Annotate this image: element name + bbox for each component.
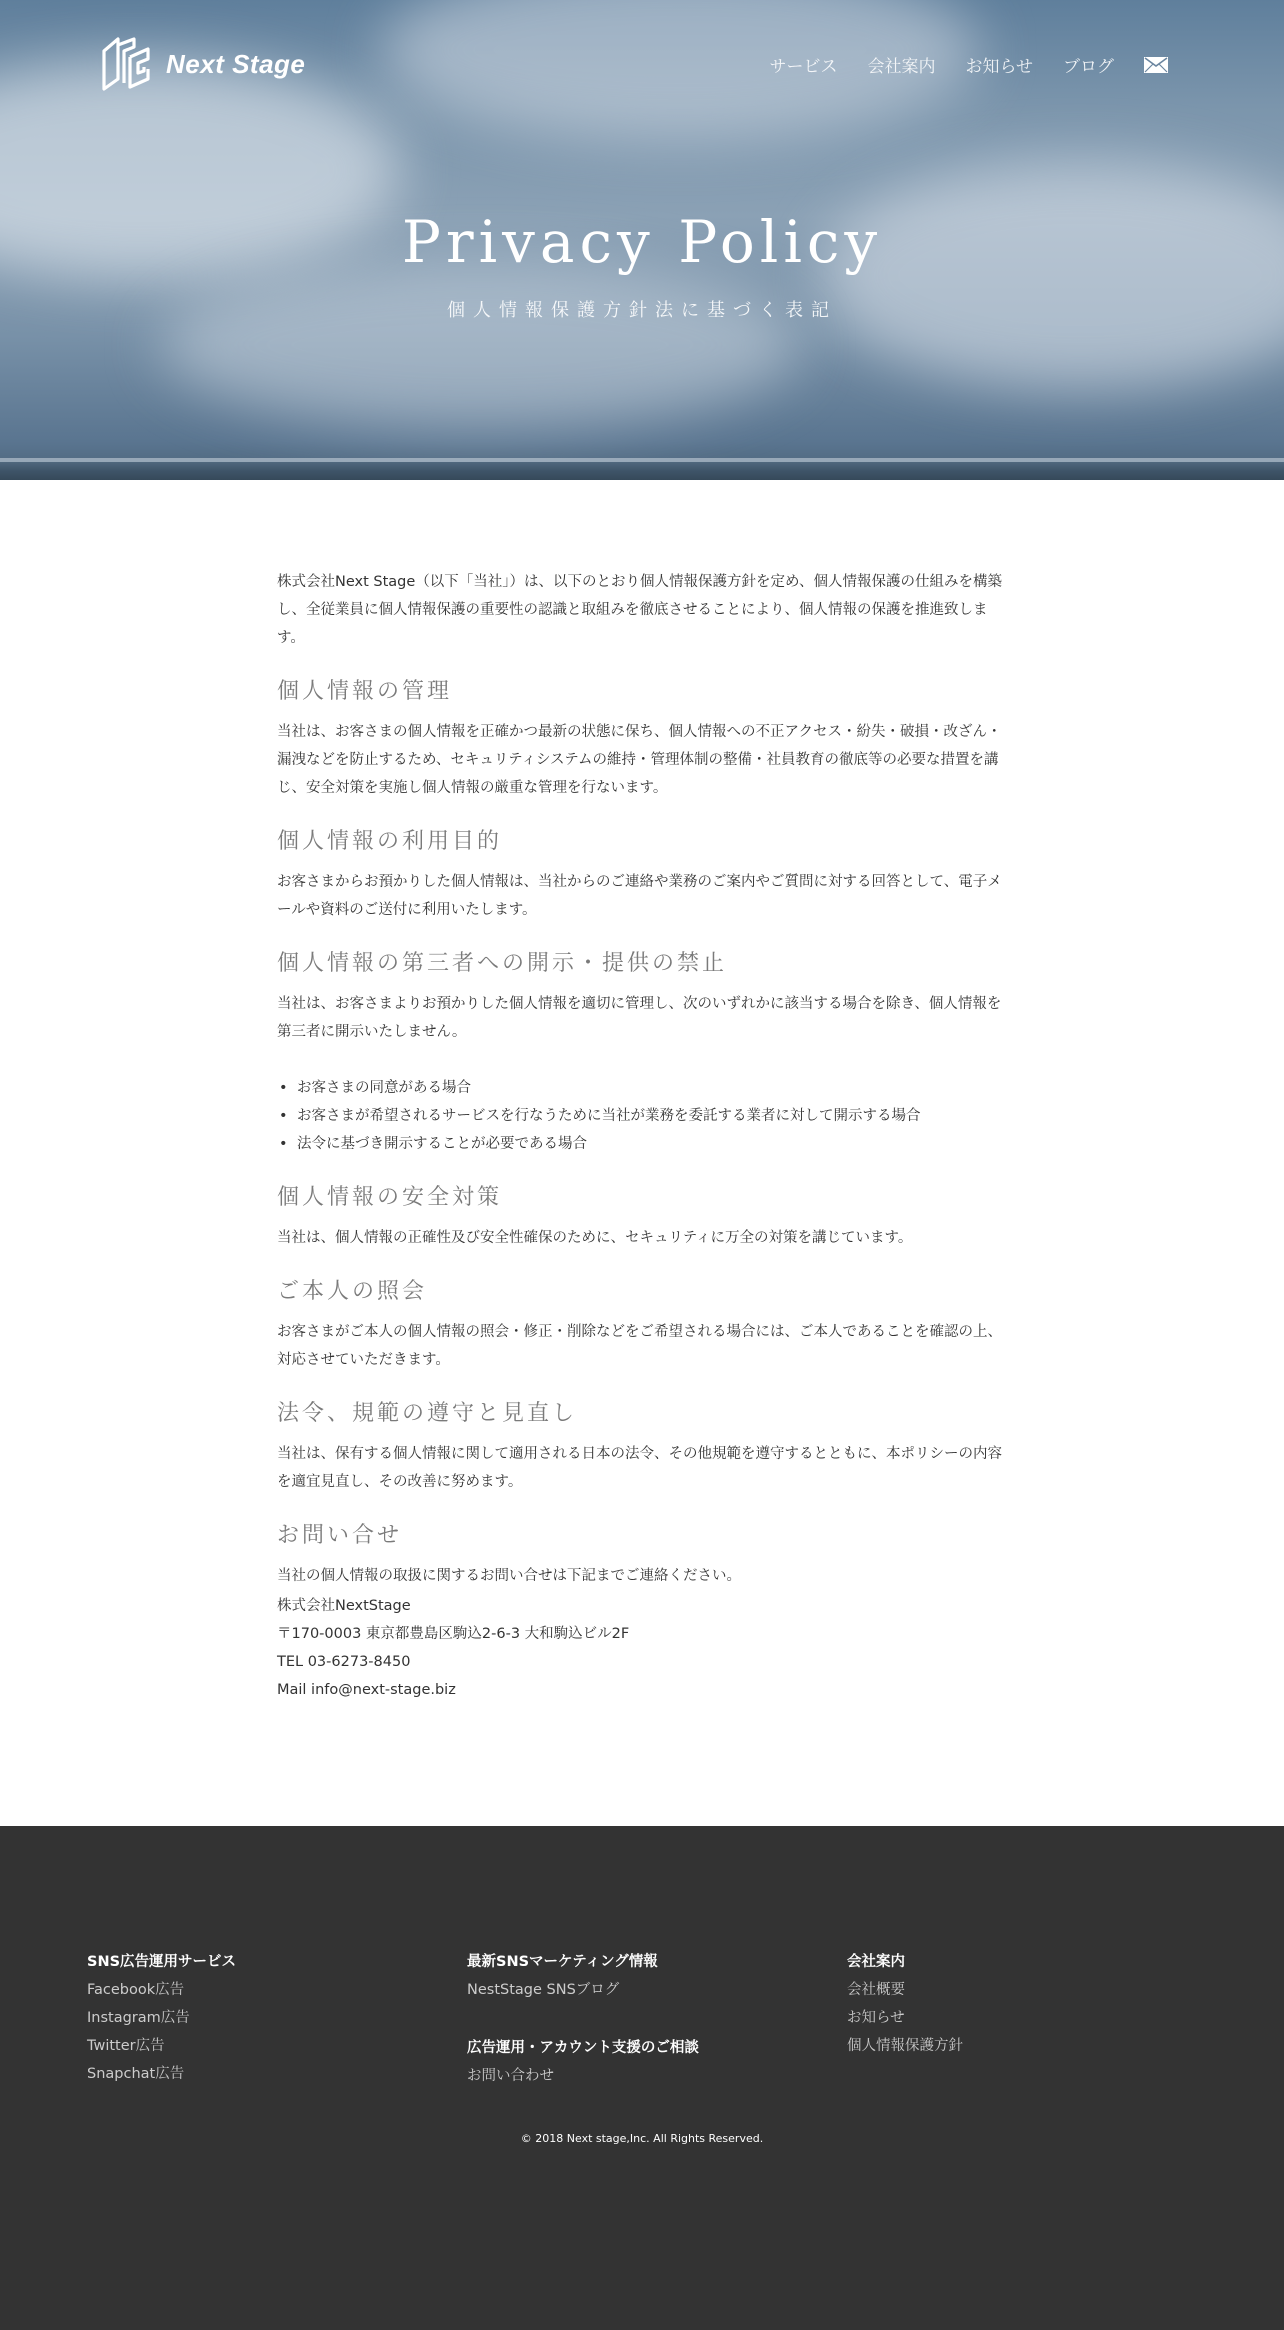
copyright: © 2018 Next stage,Inc. All Rights Reserved. [520, 2132, 764, 2145]
sea [0, 462, 1284, 480]
nav-item-blog[interactable]: ブログ [1063, 57, 1114, 77]
section-heading: 個人情報の第三者への開示・提供の禁止 [277, 951, 728, 976]
section-body: お客さまからお預かりした個人情報は、当社からのご連絡や業務のご案内やご質問に対する回答として、電子メールや資料のご送付に利用いたします。 [277, 874, 1002, 918]
contact-info [277, 1592, 1007, 1704]
section-heading: ご本人の照会 [277, 1279, 428, 1304]
footer-col-title: 最新SNSマーケティング情報 [467, 1954, 658, 1970]
footer-link-blog[interactable]: NestStage SNSブログ [467, 1982, 620, 1998]
footer-link-twitter[interactable]: Twitter広告 [87, 2038, 165, 2054]
company-email: Mail info@next-stage.biz [277, 1682, 456, 1698]
section-heading: 個人情報の管理 [277, 679, 453, 704]
nav-item-news[interactable]: お知らせ [965, 57, 1033, 77]
footer-link-contact[interactable]: お問い合わせ [467, 2068, 554, 2084]
footer-link-privacy[interactable]: 個人情報保護方針 [847, 2038, 963, 2054]
list-item: • お客さまの同意がある場合 [277, 1074, 1007, 1102]
footer-link-instagram[interactable]: Instagram広告 [87, 2010, 190, 2026]
section-inquiry-personal [277, 1274, 1007, 1374]
spacer [467, 2004, 699, 2034]
footer-col-info [467, 1948, 699, 2090]
company-address: 〒170-0003 東京都豊島区駒込2-6-3 大和駒込ビル2F [277, 1626, 630, 1642]
main-nav [740, 52, 1284, 77]
mail-icon[interactable] [1144, 57, 1168, 73]
disclosure-exceptions-list [277, 1074, 1007, 1158]
logo-mark-icon [100, 35, 152, 93]
footer-col-company [847, 1948, 963, 2060]
footer-col-title: SNS広告運用サービス [87, 1954, 237, 1970]
footer-link-news[interactable]: お知らせ [847, 2010, 905, 2026]
section-body: 当社は、保有する個人情報に関して適用される日本の法令、その他規範を遵守するとともに、本ポリシーの内容を適宜見直し、その改善に努めます。 [277, 1446, 1002, 1490]
section-body: 当社は、お客さまよりお預かりした個人情報を適切に管理し、次のいずれかに該当する場合を除き、個人情報を第三者に開示いたしません。 [277, 996, 1002, 1040]
intro-text: 株式会社Next Stage（以下「当社」）は、以下のとおり個人情報保護方針を定め、個人情報保護の仕組みを構築し、全従業員に個人情報保護の重要性の認識と取組みを徹底させることにより、個人情報の保護を推進致します。 [277, 574, 1002, 646]
section-heading: 個人情報の安全対策 [277, 1185, 503, 1210]
site-footer [0, 1826, 1284, 2330]
footer-col-title: 会社案内 [847, 1954, 905, 1970]
nav-item-services[interactable]: サービス [769, 57, 838, 77]
footer-link-facebook[interactable]: Facebook広告 [87, 1982, 185, 1998]
footer-col-title: 広告運用・アカウント支援のご相談 [467, 2040, 699, 2056]
section-management [277, 674, 1007, 802]
section-disclosure [277, 946, 1007, 1158]
section-security [277, 1180, 1007, 1252]
footer-link-snapchat[interactable]: Snapchat広告 [87, 2066, 185, 2082]
page-subtitle: 個人情報保護方針法に基づく表記 [447, 300, 837, 321]
policy-content [277, 568, 1007, 1704]
section-body: 当社は、お客さまの個人情報を正確かつ最新の状態に保ち、個人情報への不正アクセス・紛失・破損・改ざん・漏洩などを防止するため、セキュリティシステムの維持・管理体制の整備・社員教育の徹底等の必要な措置を講じ、安全対策を実施し個人情報の厳重な管理を行ないます。 [277, 724, 1002, 796]
hero-banner [0, 0, 1284, 480]
section-purpose [277, 824, 1007, 924]
list-item: • お客さまが希望されるサービスを行なうために当社が業務を委託する業者に対して開示する場合 [277, 1102, 1007, 1130]
footer-link-about[interactable]: 会社概要 [847, 1982, 905, 1998]
company-name: 株式会社NextStage [277, 1598, 411, 1614]
section-heading: 法令、規範の遵守と見直し [277, 1401, 578, 1426]
hero-cloud [160, 260, 800, 430]
logo-text: Next Stage [166, 48, 306, 79]
section-body: 当社の個人情報の取扱に関するお問い合せは下記までご連絡ください。 [277, 1568, 741, 1584]
page-title: Privacy Policy [401, 208, 883, 276]
company-phone: TEL 03-6273-8450 [277, 1654, 411, 1670]
list-item: • 法令に基づき開示することが必要である場合 [277, 1130, 1007, 1158]
section-heading: お問い合せ [277, 1523, 403, 1548]
site-logo[interactable] [100, 34, 305, 94]
section-compliance [277, 1396, 1007, 1496]
section-body: 当社は、個人情報の正確性及び安全性確保のために、セキュリティに万全の対策を講じています。 [277, 1230, 913, 1246]
section-contact [277, 1518, 1007, 1704]
footer-col-services [87, 1948, 236, 2088]
nav-item-company[interactable]: 会社案内 [867, 57, 936, 77]
section-body: お客さまがご本人の個人情報の照会・修正・削除などをご希望される場合には、ご本人であることを確認の上、対応させていただきます。 [277, 1324, 1002, 1368]
section-heading: 個人情報の利用目的 [277, 829, 503, 854]
